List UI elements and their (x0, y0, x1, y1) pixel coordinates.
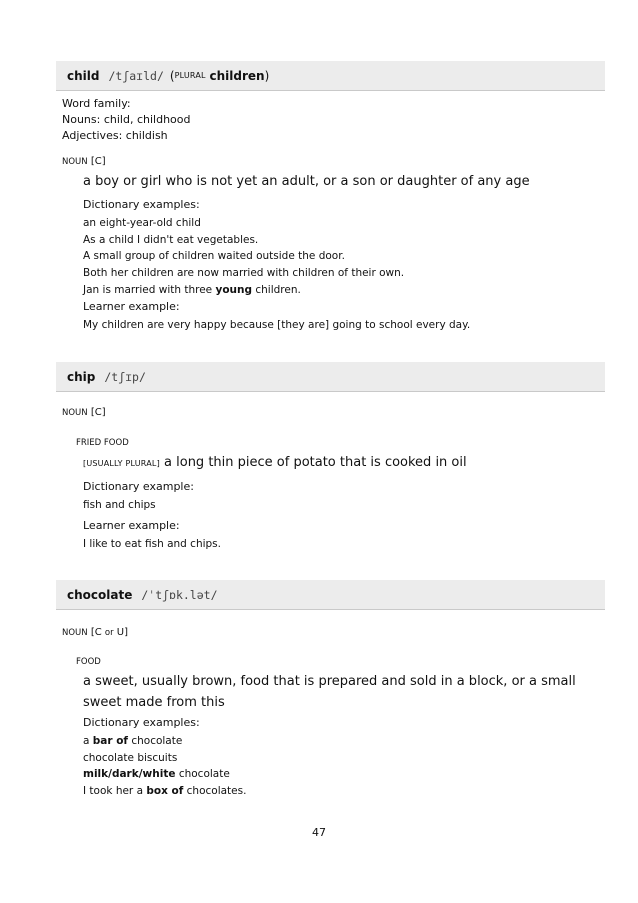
page-number: 47 (312, 826, 326, 839)
plural-form: children (209, 68, 265, 83)
example-line: I took her a box of chocolates. (83, 785, 247, 798)
entry-header-child (56, 61, 605, 91)
example-line: milk/dark/white chocolate (83, 768, 230, 781)
examples-title: Dictionary examples: (83, 198, 200, 211)
example-line: a bar of chocolate (83, 734, 183, 747)
word-family-nouns: Nouns: child, childhood (62, 113, 191, 126)
example-line: an eight-year-old child (83, 216, 201, 229)
examples-title: Dictionary example: (83, 480, 194, 493)
word-family-title: Word family: (62, 97, 131, 110)
learner-examples (83, 518, 221, 553)
example-line: chocolate biscuits (83, 751, 178, 764)
learner-title: Learner example: (83, 300, 180, 313)
part-of-speech: NOUN [C] (62, 407, 106, 418)
pronunciation: /tʃɪp/ (104, 369, 146, 384)
dictionary-examples (83, 197, 404, 299)
part-of-speech: NOUN [C] (62, 156, 106, 167)
pronunciation: /tʃaɪld/ (108, 68, 164, 83)
learner-line: My children are very happy because [they are] going to school every day. (83, 318, 471, 331)
plural-close: ) (264, 68, 270, 83)
example-line: As a child I didn't eat vegetables. (83, 233, 259, 246)
word-family-adjectives: Adjectives: childish (62, 129, 168, 142)
entry-header-chip (56, 362, 605, 392)
headword: chip (67, 369, 96, 384)
example-line: Jan is married with three young children. (83, 283, 301, 296)
grammar-note: [USUALLY PLURAL] (83, 459, 160, 468)
headword: child (67, 68, 100, 83)
definition: [USUALLY PLURAL] a long thin piece of potato that is cooked in oil (83, 455, 467, 470)
headword: chocolate (67, 587, 133, 602)
plural-open: ( (169, 68, 175, 83)
definition: a boy or girl who is not yet an adult, or a son or daughter of any age (83, 174, 530, 189)
learner-line: I like to eat fish and chips. (83, 537, 221, 550)
word-family (62, 96, 190, 144)
learner-examples (83, 299, 470, 334)
example-line: Both her children are now married with children of their own. (83, 267, 405, 280)
sense-label: FOOD (76, 657, 101, 667)
plural-label: PLURAL (174, 71, 206, 80)
learner-title: Learner example: (83, 519, 180, 532)
example-line: A small group of children waited outside the door. (83, 250, 345, 263)
definition: a sweet, usually brown, food that is prepared and sold in a block, or a small sweet made from this (83, 674, 576, 710)
dictionary-examples (83, 479, 194, 514)
dictionary-examples (83, 715, 246, 800)
sense-label: FRIED FOOD (76, 438, 129, 448)
examples-title: Dictionary examples: (83, 716, 200, 729)
part-of-speech: NOUN [C or U] (62, 627, 129, 638)
pronunciation: /ˈtʃɒk.lət/ (141, 587, 218, 602)
example-line: fish and chips (83, 498, 156, 511)
entry-header-chocolate (56, 580, 605, 610)
